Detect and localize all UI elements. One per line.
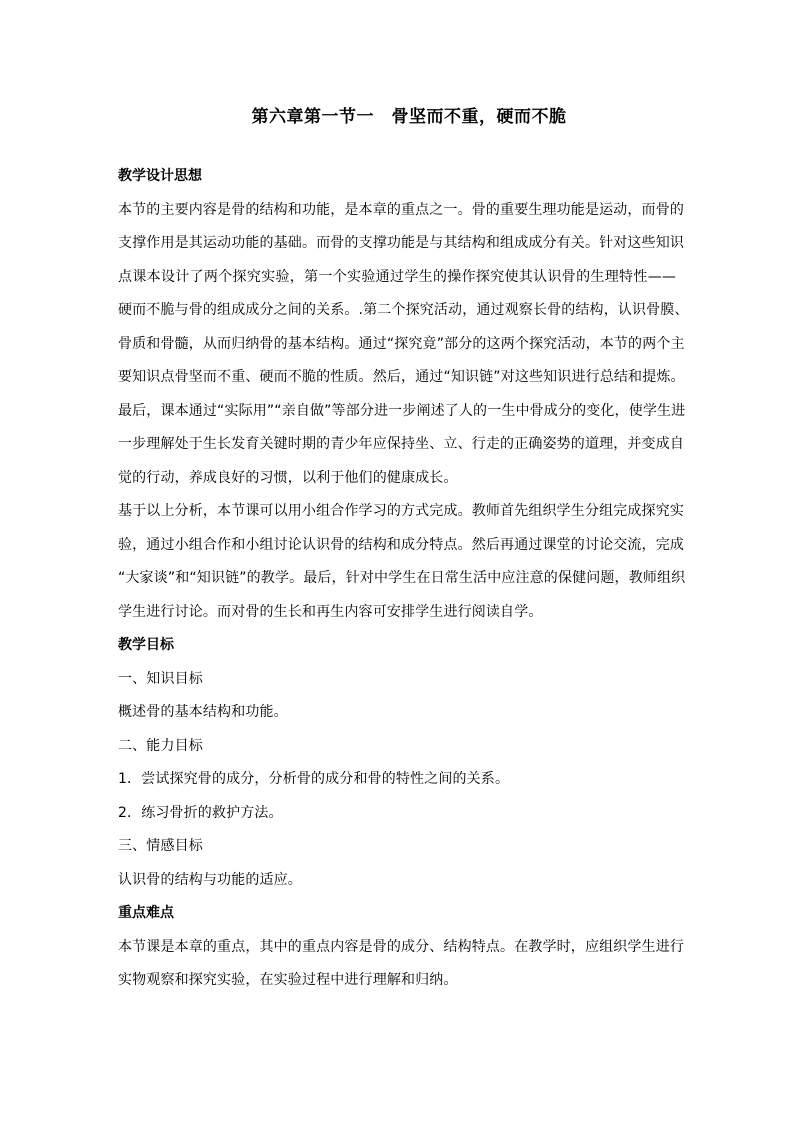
text-line: 实物观察和探究实验，在实验过程中进行理解和归纳。 [118,972,458,988]
text-line: 点课本设计了两个探究实验，第一个实验通过学生的操作探究使其认识骨的生理特性—— [118,268,676,285]
text-line: “大家谈”和“知识链”的教学。最后，针对中学生在日常生活中应注意的保健问题，教师组织 [118,570,686,586]
knowledge-goal-heading: 一、知识目标 [118,670,203,687]
ability-goal-item-2: 2．练习骨折的救护方法。 [118,804,283,821]
text-line: 骨质和骨髓，从而归纳骨的基本结构。通过“探究竟”部分的这两个探究活动，本节的两个主 [118,335,685,352]
ability-goal-item-1: 1．尝试探究骨的成分，分析骨的成分和骨的特性之间的关系。 [118,771,510,787]
emotion-goal-heading: 三、情感目标 [118,838,203,854]
design-heading: 教学设计思想 [118,168,202,184]
text-line: 最后，课本通过“实际用”“亲自做”等部分进一步阐述了人的一生中骨成分的变化，使学生进 [118,402,686,419]
text-line: 支撑作用是其运动功能的基础。而骨的支撑功能是与其结构和组成成分有关。针对这些知识 [118,235,684,251]
goals-heading: 教学目标 [118,637,174,653]
text-line: 本节的主要内容是骨的结构和功能，是本章的重点之一。骨的重要生理功能是运动，而骨的 [118,201,684,218]
page-title: 第六章第一节一 骨坚而不重，硬而不脆 [251,107,567,127]
text-line: 学生进行讨论。而对骨的生长和再生内容可安排学生进行阅读自学。 [118,603,543,620]
text-line: 要知识点骨坚而不重、硬而不脆的性质。然后，通过“知识链”对这些知识进行总结和提炼。 [118,369,685,385]
key-points-heading: 重点难点 [118,905,174,921]
text-line: 基于以上分析，本节课可以用小组合作学习的方式完成。教师首先组织学生分组完成探究实 [118,503,684,519]
emotion-goal-text: 认识骨的结构与功能的适应。 [118,871,302,888]
text-line: 验，通过小组合作和小组讨论认识骨的结构和成分特点。然后再通过课堂的讨论交流，完成 [118,536,684,553]
design-paragraph-1 [118,194,689,496]
text-line: 一步理解处于生长发育关键时期的青少年应保持坐、立、行走的正确姿势的道理，并变成自 [118,436,684,452]
knowledge-goal-text: 概述骨的基本结构和功能。 [118,704,288,720]
text-line: 硬而不脆与骨的组成成分之间的关系。.第二个探究活动，通过观察长骨的结构，认识骨膜、 [118,302,689,318]
key-points-paragraph [118,931,684,998]
text-line: 本节课是本章的重点，其中的重点内容是骨的成分、结构特点。在教学时，应组织学生进行 [118,938,684,955]
design-paragraph-2 [118,495,686,629]
document-page [118,104,689,998]
text-line: 觉的行动，养成良好的习惯，以利于他们的健康成长。 [118,469,458,486]
ability-goal-heading: 二、能力目标 [118,737,203,754]
